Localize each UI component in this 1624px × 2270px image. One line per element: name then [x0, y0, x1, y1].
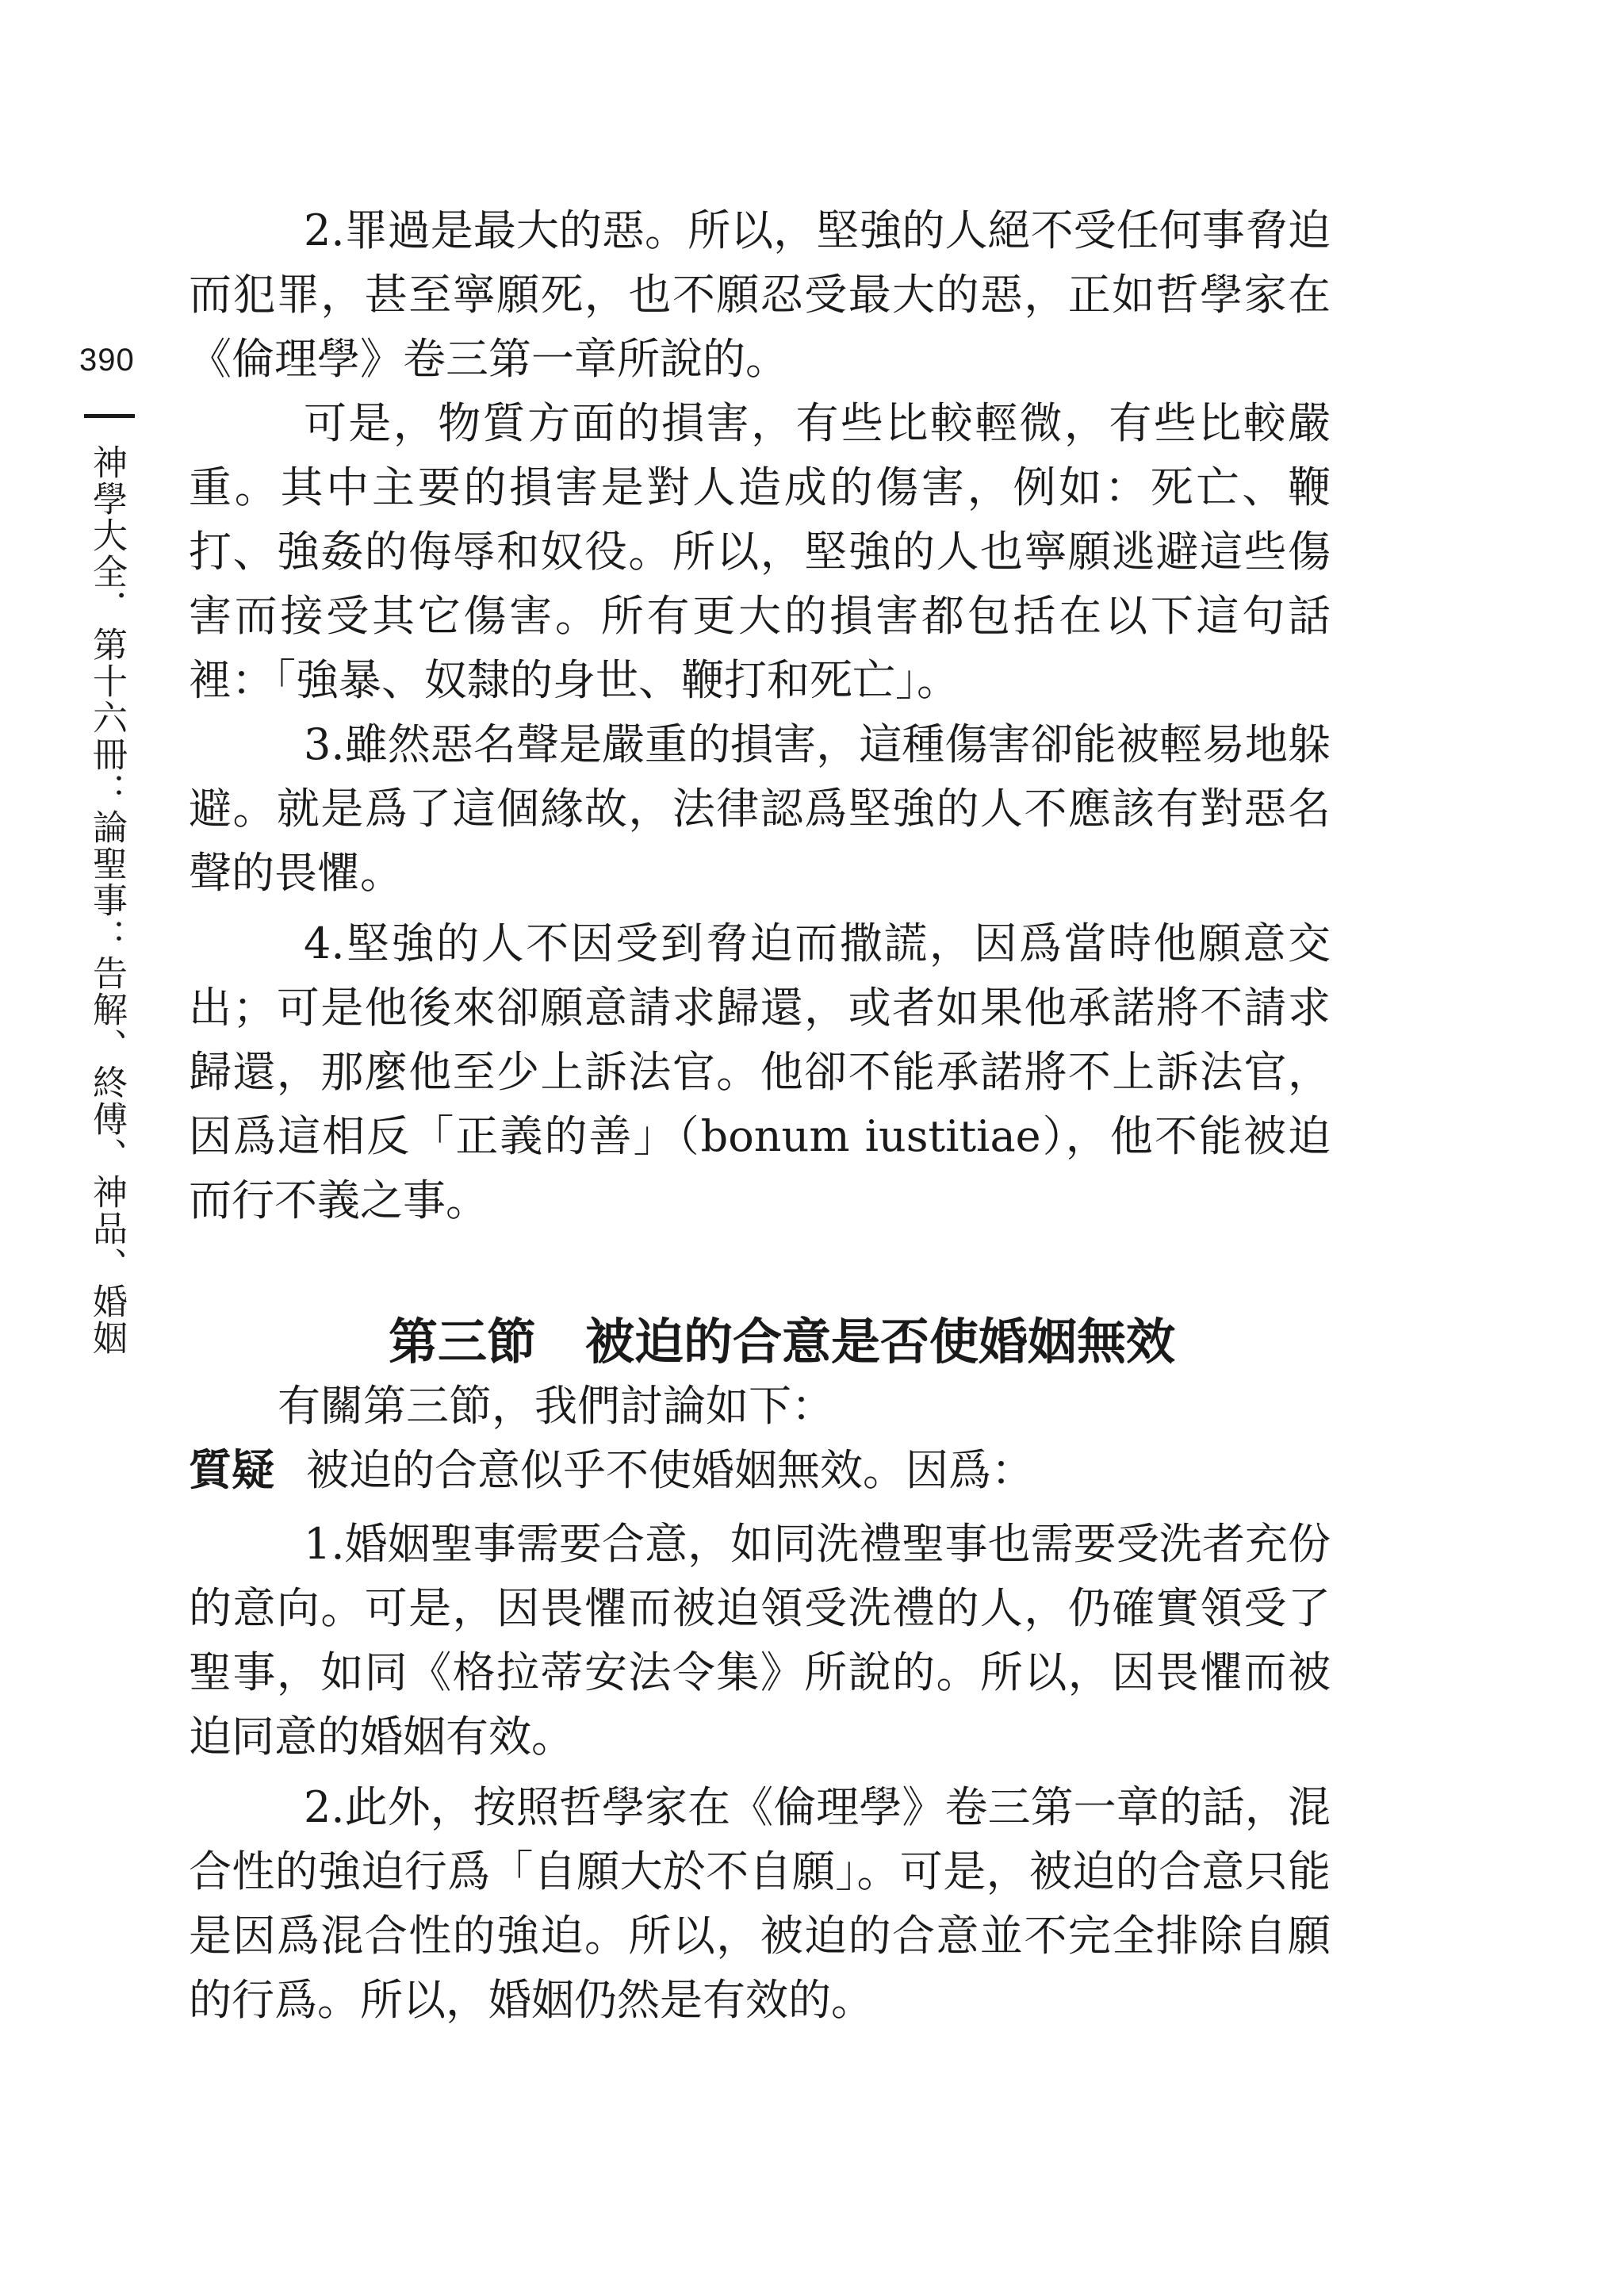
paragraph-item-4: 4.堅強的人不因受到脅迫而撒謊，因爲當時他願意交出；可是他後來卻願意請求歸還，或者如果他承諾將不請求歸還，那麼他至少上訴法官。他卻不能承諾將不上訴法官，因爲這相反「正義的善」（bonum iustitiae），他不能被迫而行不義之事。 — [189, 918, 1331, 1225]
objection-lead: 被迫的合意似乎不使婚姻無效。因爲： — [306, 1445, 1034, 1495]
paragraph-item-3: 3.雖然惡名聲是嚴重的損害，這種傷害卻能被輕易地躲避。就是爲了這個緣故，法律認爲堅強的人不應該有對惡名聲的畏懼。 — [189, 719, 1331, 898]
objection-line — [189, 1438, 1331, 1502]
running-title: 神學大全．第十六冊：論聖事：告解、終傅、神品、婚姻 — [86, 444, 127, 1356]
page-number: 390 — [79, 343, 135, 378]
paragraph-objection-2: 2.此外，按照哲學家在《倫理學》卷三第一章的話，混合性的強迫行爲「自願大於不自願」。可是，被迫的合意只能是因爲混合性的強迫。所以，被迫的合意並不完全排除自願的行爲。所以，婚姻仍然是有效的。 — [189, 1782, 1331, 2025]
main-text — [189, 198, 1331, 2032]
paragraph-objection-1: 1.婚姻聖事需要合意，如同洗禮聖事也需要受洗者充份的意向。可是，因畏懼而被迫領受洗禮的人，仍確實領受了聖事，如同《格拉蒂安法令集》所說的。所以，因畏懼而被迫同意的婚姻有效。 — [189, 1519, 1331, 1762]
section-heading: 第三節 被迫的合意是否使婚姻無效 — [389, 1313, 1176, 1371]
section-intro: 有關第三節，我們討論如下： — [278, 1381, 834, 1431]
objection-label: 質疑 — [189, 1444, 274, 1495]
paragraph-item-2: 2.罪過是最大的惡。所以，堅強的人絕不受任何事脅迫而犯罪，甚至寧願死，也不願忍受最大的惡，正如哲學家在《倫理學》卷三第一章所說的。 — [189, 205, 1331, 384]
paragraph-however: 可是，物質方面的損害，有些比較輕微，有些比較嚴重。其中主要的損害是對人造成的傷害，例如：死亡、鞭打、強姦的侮辱和奴役。所以，堅強的人也寧願逃避這些傷害而接受其它傷害。所有更大的損害都包括在以下這句話裡：「強暴、奴隸的身世、鞭打和死亡」。 — [189, 398, 1331, 705]
side-rule — [84, 414, 135, 418]
